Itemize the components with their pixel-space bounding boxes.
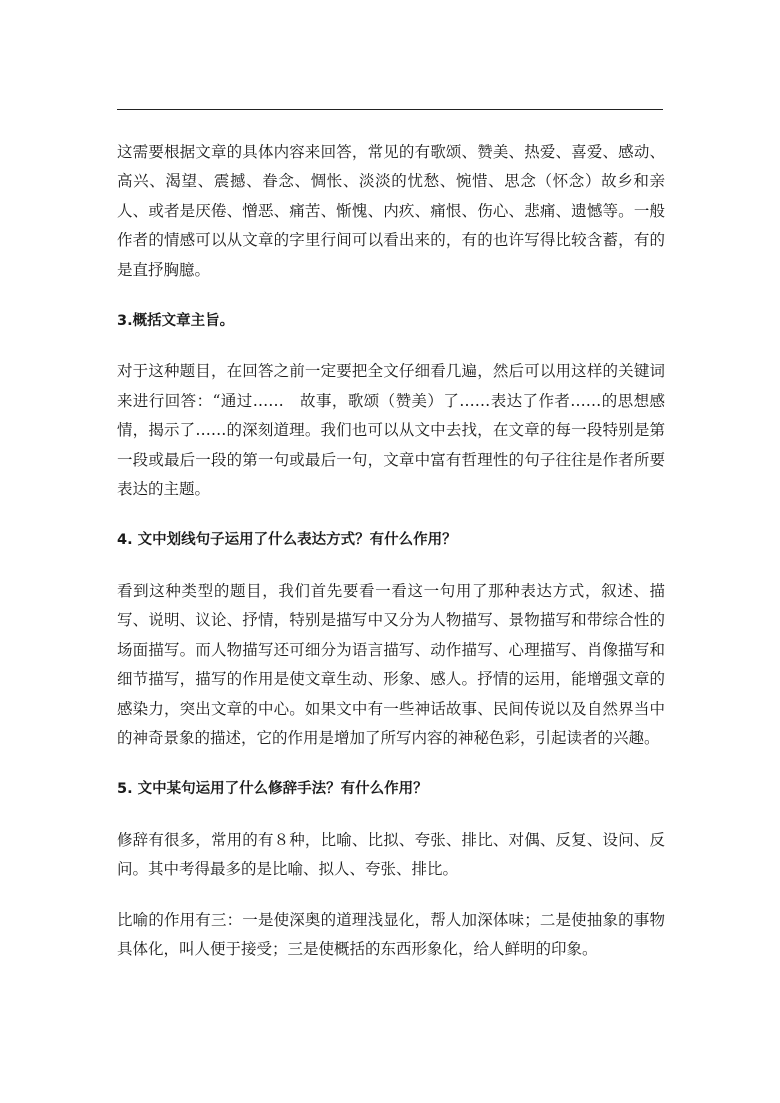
section-heading-5: 5. 文中某句运用了什么修辞手法？有什么作用？ xyxy=(117,781,428,798)
section-5-paragraph-1: 修辞有很多，常用的有８种，比喻、比拟、夸张、排比、对偶、反复、设问、反问。其中考得最多的是比喻、拟人、夸张、排比。 xyxy=(117,830,665,879)
intro-paragraph: 这需要根据文章的具体内容来回答，常见的有歌颂、赞美、热爱、喜爱、感动、高兴、渴望、震撼、眷念、惆怅、淡淡的忧愁、惋惜、思念（怀念）故乡和亲人、或者是厌倦、憎恶、痛苦、惭愧、内疚、痛恨、伤心、悲痛、遗憾等。一般作者的情感可以从文章的字里行间可以看出来的，有的也许写得比较含蓄，有的是直抒胸臆。 xyxy=(117,143,665,279)
section-3-paragraph: 对于这种题目，在回答之前一定要把全文仔细看几遍，然后可以用这样的关键词来进行回答：“通过…… 故事，歌颂（赞美）了……表达了作者……的思想感情，揭示了……的深刻道理。我们也可以从文中去找，在文章的每一段特别是第一段或最后一段的第一句或最后一句，文章中富有哲理性的句子往往是作者所要表达的主题。 xyxy=(117,362,665,499)
section-heading-4: 4. 文中划线句子运用了什么表达方式？有什么作用？ xyxy=(117,532,457,549)
section-5-paragraph-2: 比喻的作用有三：一是使深奥的道理浅显化，帮人加深体味；二是使抽象的事物具体化，叫人便于接受；三是使概括的东西形象化，给人鲜明的印象。 xyxy=(117,910,665,958)
section-4-paragraph: 看到这种类型的题目，我们首先要看一看这一句用了那种表达方式，叙述、描写、说明、议论、抒情，特别是描写中又分为人物描写、景物描写和带综合性的场面描写。而人物描写还可细分为语言描写、动作描写、心理描写、肖像描写和细节描写，描写的作用是使文章生动、形象、感人。抒情的运用，能增强文章的感染力，突出文章的中心。如果文中有一些神话故事、民间传说以及自然界当中的神奇景象的描述，它的作用是增加了所写内容的神秘色彩，引起读者的兴趣。 xyxy=(117,581,665,747)
section-heading-3: 3.概括文章主旨。 xyxy=(117,313,235,330)
header-rule xyxy=(117,109,663,110)
document-body xyxy=(117,138,665,964)
